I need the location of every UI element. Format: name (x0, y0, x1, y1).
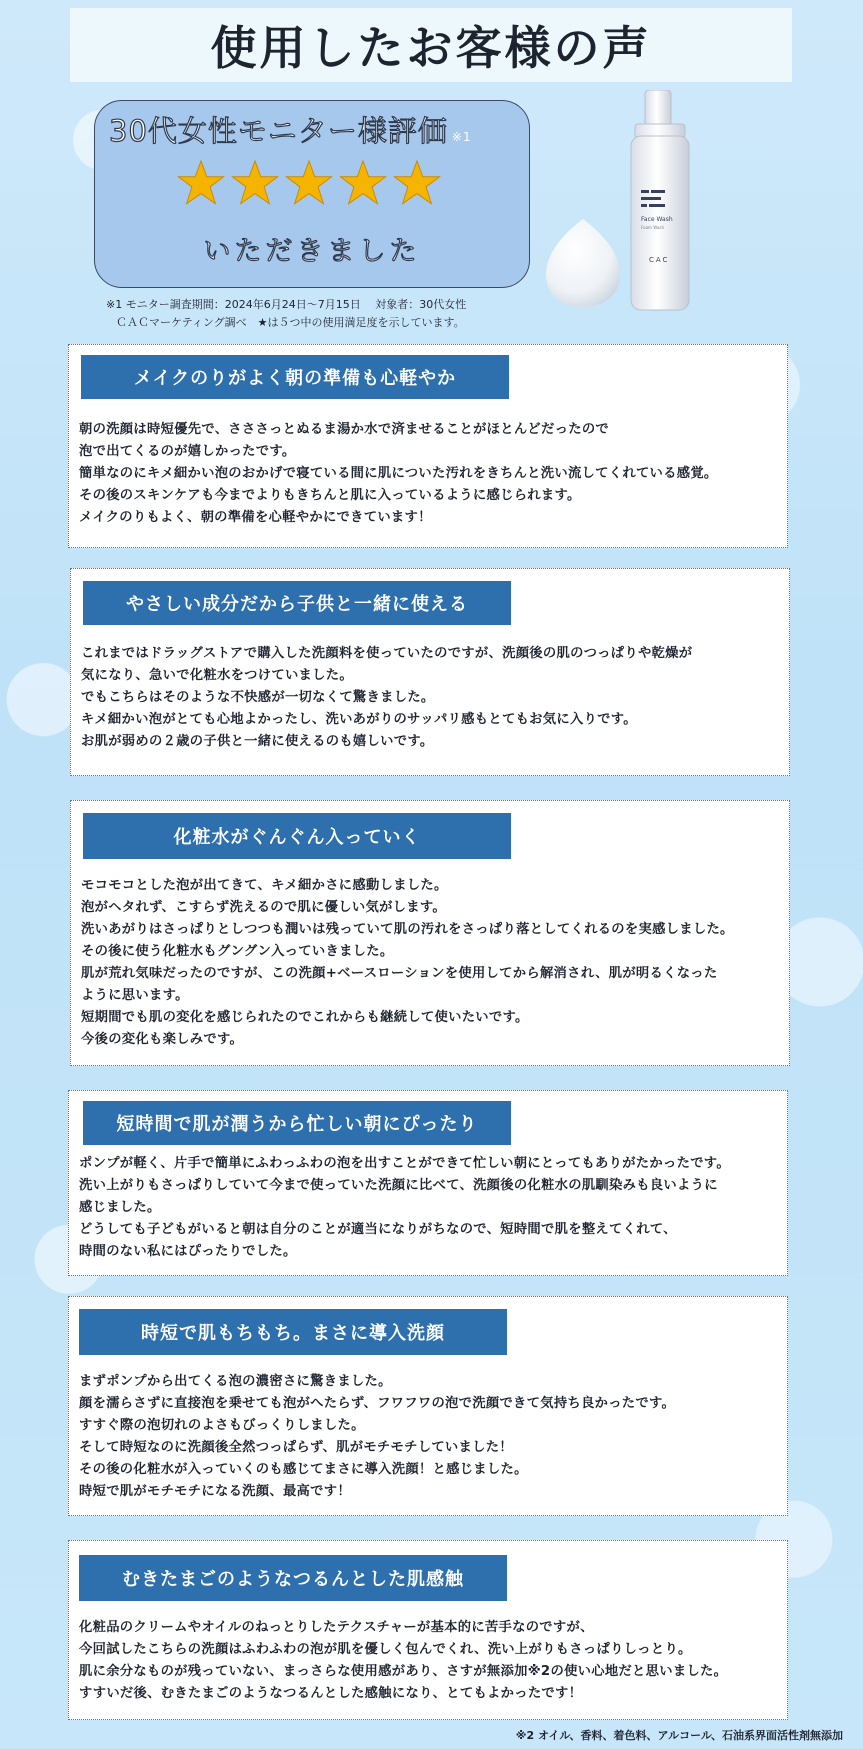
review-heading-4: 短時間で肌が潤うから忙しい朝にぴったり (83, 1101, 511, 1145)
bottle-name: Face Wash (641, 216, 673, 223)
star-icon (285, 159, 333, 207)
review-body-4: ポンプが軽く、片手で簡単にふわっふわの泡を出すことができて忙しい朝にとってもありがたかったです。 洗い上がりもさっぱりしていて今まで使っていた洗顔に比べて、洗顔後の化粧水の肌馴染みも良いように 感じました。 どうしても子どもがいると朝は自分のことが適当になりがちなので、短時間で肌を整えてくれて、 時間のない私にはぴったりでした。 (79, 1156, 730, 1259)
rating-box (94, 100, 530, 288)
star-icon (339, 159, 387, 207)
review-card-1 (68, 344, 788, 548)
review-heading-1: メイクのりがよく朝の準備も心軽やか (81, 355, 509, 399)
review-card-4 (68, 1090, 788, 1276)
review-card-5 (68, 1296, 788, 1516)
bottle-sub: Foam Wash (641, 225, 664, 230)
star-icon (393, 159, 441, 207)
review-heading-6: むきたまごのようなつるんとした肌感触 (79, 1555, 507, 1601)
review-body-1: 朝の洗顔は時短優先で、さささっとぬるま湯か水で済ませることがほとんどだったので 泡で出てくるのが嬉しかったです。 簡単なのにキメ細かい泡のおかげで寝ている間に肌についた汚れをきちんと洗い流してくれている感覚。 その後のスキンケアも今までよりもきちんと肌に入っているように感じられます。 メイクのりもよく、朝の準備を心軽やかにできています！ (79, 422, 718, 525)
review-body-5: まずポンプから出てくる泡の濃密さに驚きました。 顔を濡らさずに直接泡を乗せても泡がへたらず、フワフワの泡で洗顔できて気持ち良かったです。 すすぐ際の泡切れのよさもびっくりしました。 そして時短なのに洗顔後全然つっぱらず、肌がモチモチしていました！ その後の化粧水が入っていくのも感じてまさに導入洗顔！と感じました。 時短で肌がモチモチになる洗顔、最高です！ (79, 1374, 676, 1499)
rating-title (109, 109, 472, 150)
product-bottle (625, 90, 695, 312)
rating-title-text: 30代女性モニター様評価 (109, 114, 448, 148)
star-icon (231, 159, 279, 207)
review-card-3 (70, 800, 790, 1066)
foam-illustration (540, 215, 626, 311)
rating-title-note: ※1 (451, 130, 472, 144)
survey-footnote-line1: ※1 モニター調査期間：2024年6月24日～7月15日 対象者：30代女性 (106, 298, 467, 311)
review-body-2: これまではドラッグストアで購入した洗顔料を使っていたのですが、洗顔後の肌のつっぱりや乾燥が 気になり、急いで化粧水をつけていました。 でもこちらはそのような不快感が一切なくて驚きました。 キメ細かい泡がとても心地よかったし、洗いあがりのサッパリ感もとてもお気に入りです。 お肌が弱めの２歳の子供と一緒に使えるのも嬉しいです。 (81, 646, 693, 749)
rating-subtitle: いただきました (203, 236, 421, 267)
page-title: 使用したお客様の声 (210, 21, 652, 75)
review-heading-3: 化粧水がぐんぐん入っていく (83, 813, 511, 859)
review-body-6: 化粧品のクリームやオイルのねっとりしたテクスチャーが基本的に苦手なのですが、 今回試したこちらの洗顔はふわふわの泡が肌を優しく包んでくれ、洗い上がりもさっぱりしっとり。 肌に余分なものが残っていない、まっさらな使用感があり、さすが無添加※2の使い心地だと思いました。 すすいだ後、むきたまごのようなつるんとした感触になり、とてもよかったです！ (79, 1620, 728, 1701)
review-card-6 (68, 1540, 788, 1720)
star-icon (177, 159, 225, 207)
review-card-2 (70, 568, 790, 776)
review-body-3: モコモコとした泡が出てきて、キメ細かさに感動しました。 泡がヘタれず、こすらず洗えるので肌に優しい気がします。 洗いあがりはさっぱりとしつつも潤いは残っていて肌の汚れをさっぱり落としてくれるのを実感しました。 その後に使う化粧水もグングン入っていきました。 肌が荒れ気味だったのですが、この洗顔+ベースローションを使用してから解消され、肌が明るくなった ように思います。 短期間でも肌の変化を感じられたのでこれからも継続して使いたいです。 今後の変化も楽しみです。 (81, 878, 734, 1047)
review-heading-2: やさしい成分だから子供と一緒に使える (83, 581, 511, 625)
survey-footnote (106, 296, 466, 332)
star-rating (177, 159, 441, 207)
survey-footnote-line2: ＣＡＣマーケティング調べ ★は５つ中の使用満足度を示しています。 (116, 316, 465, 329)
review-heading-5: 時短で肌もちもち。まさに導入洗顔 (79, 1309, 507, 1355)
title-banner (70, 8, 792, 82)
bottle-brand: CAC (649, 256, 670, 264)
additive-free-note: ※2 オイル、香料、着色料、アルコール、石油系界面活性剤無添加 (515, 1729, 843, 1742)
